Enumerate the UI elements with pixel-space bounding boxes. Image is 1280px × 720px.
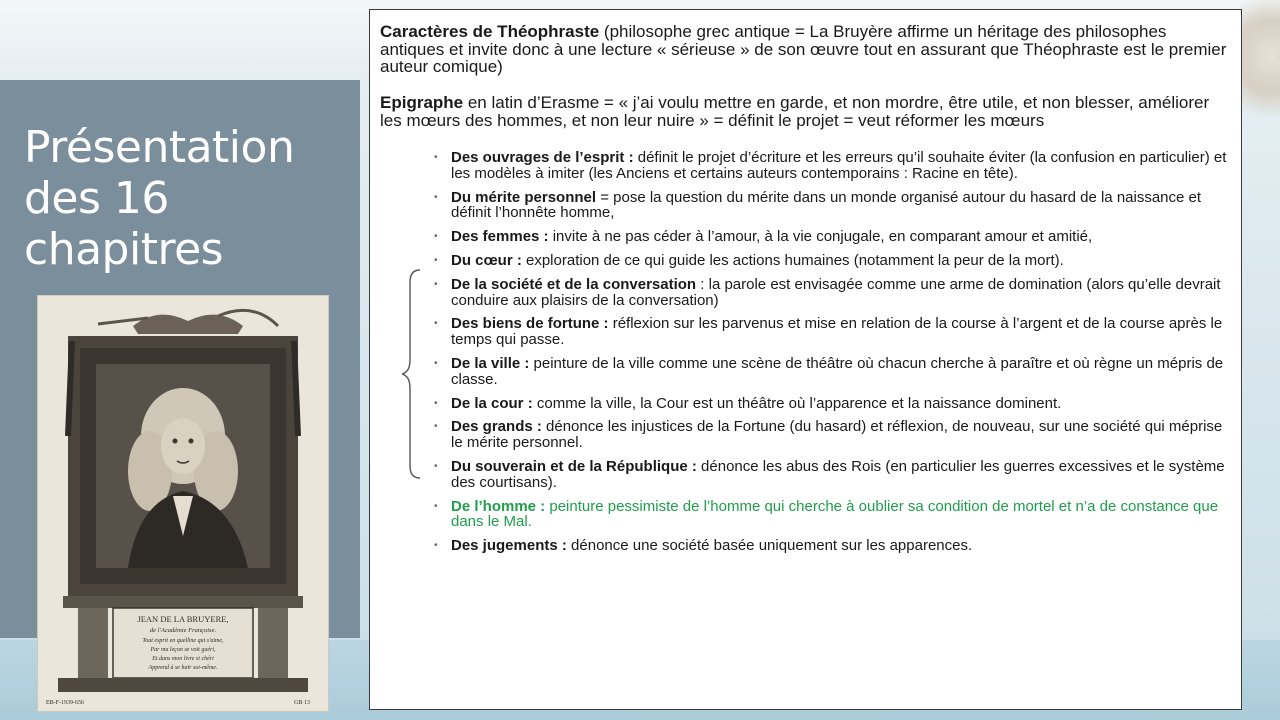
chapter-description: réflexion sur les parvenus et mise en relation de la course à l’argent et de la course après le temps qui passe.: [451, 315, 1223, 349]
bullet-icon: •: [434, 191, 438, 203]
engraving-illustration: [38, 296, 328, 711]
chapter-title: Des grands :: [451, 418, 542, 436]
list-item: [432, 277, 1232, 309]
list-item: [432, 150, 1232, 182]
plaque-subtitle: de l'Académie Françoise.: [149, 627, 217, 634]
chapter-description: invite à ne pas céder à l’amour, à la vie conjugale, en comparant amour et amitié,: [548, 228, 1093, 246]
chapter-description: définit le projet d’écriture et les erreurs qu’il souhaite éviter (la confusion en particulier) et les modèles à imiter (les Anciens et certains auteurs contemporains : Racine en tête).: [451, 149, 1227, 182]
bullet-icon: •: [434, 278, 438, 290]
list-item: [432, 190, 1232, 222]
slide-title: Présentation des 16 chapitres: [24, 122, 295, 275]
bullet-icon: •: [434, 254, 438, 266]
list-item: [432, 396, 1232, 412]
intro-paragraph-theophraste: [380, 23, 1230, 76]
chapter-description: dénonce les injustices de la Fortune (du hasard) et réflexion, de nouveau, sur une société qui méprise le mérite personnel.: [451, 418, 1223, 452]
bullet-icon: •: [434, 421, 438, 433]
list-item: [432, 419, 1232, 451]
list-item: [432, 538, 1232, 554]
chapter-description: dénonce les abus des Rois (en particulier les guerres excessives et le système des courtisans).: [451, 457, 1225, 491]
chapter-title: Des jugements :: [451, 537, 567, 555]
chapter-description: dénonce une société basée uniquement sur les apparences.: [566, 537, 973, 555]
chapter-title: De la cour :: [451, 394, 533, 412]
intro-text: (philosophe grec antique = La Bruyère affirme un héritage des philosophes antiques et invite donc à une lecture « sérieuse » de son œuvre tout en assurant que Théophraste est le premier auteur comique): [380, 22, 1227, 76]
plaque-name: JEAN DE LA BRUYERE,: [137, 614, 229, 624]
caption-right: GB 13: [294, 700, 310, 706]
list-item-highlighted: [432, 499, 1232, 531]
list-item: [432, 253, 1232, 269]
chapter-description: comme la ville, la Cour est un théâtre où l’apparence et la naissance dominent.: [532, 394, 1062, 412]
intro-text: en latin d’Erasme = « j’ai voulu mettre en garde, et non mordre, être utile, et non blesser, améliorer les mœurs des hommes, et non leur nuire » = définit le projet = veut réformer les mœurs: [380, 93, 1210, 130]
decorative-corner: [1240, 0, 1280, 140]
chapter-title: De la société et de la conversation: [451, 275, 697, 293]
bullet-icon: •: [434, 231, 438, 243]
chapter-title: De l’homme :: [451, 497, 546, 515]
plaque-line: Et dans mon livre si chéri: [152, 656, 214, 662]
chapter-description: peinture de la ville comme une scène de théâtre où chacun cherche à paraître et où règne un mépris de classe.: [451, 354, 1224, 388]
intro-heading: Caractères de Théophraste: [380, 22, 600, 41]
list-item: [432, 316, 1232, 348]
chapter-description: = pose la question du mérite dans un monde organisé autour du hasard de la naissance et définit l’honnête homme,: [451, 188, 1202, 222]
chapter-title: De la ville :: [451, 354, 530, 372]
chapter-description: peinture pessimiste de l’homme qui cherche à oublier sa condition de mortel et n’a de constance que dans le Mal.: [451, 497, 1219, 531]
intro-heading: Epigraphe: [380, 93, 464, 112]
list-item: [432, 356, 1232, 388]
curly-brace: [402, 268, 422, 480]
portrait-engraving: [37, 295, 329, 712]
bullet-icon: •: [434, 500, 438, 512]
chapter-title: Du cœur :: [451, 251, 522, 269]
plaque-line: Par ma leçon se voit guéri,: [150, 647, 216, 653]
list-item: [432, 229, 1232, 245]
bullet-icon: •: [434, 540, 438, 552]
bullet-icon: •: [434, 397, 438, 409]
plaque-line: Tout esprit en quelline qui s'aime,: [142, 638, 224, 644]
bullet-icon: •: [434, 152, 438, 163]
bullet-icon: •: [434, 318, 438, 330]
plaque-line: Apprend à se haïr soi-même.: [148, 665, 218, 671]
chapter-description: exploration de ce qui guide les actions humaines (notamment la peur de la mort).: [521, 251, 1064, 269]
list-item: [432, 459, 1232, 491]
chapter-list: [432, 150, 1232, 562]
chapter-title: Des ouvrages de l’esprit :: [451, 149, 634, 166]
chapter-title: Du mérite personnel: [451, 188, 597, 206]
chapter-title: Des biens de fortune :: [451, 315, 609, 333]
caption-left: EB-F-1939-656: [46, 700, 84, 706]
chapter-title: Des femmes :: [451, 228, 549, 246]
intro-paragraph-epigraphe: [380, 94, 1230, 129]
bullet-icon: •: [434, 357, 438, 369]
bullet-icon: •: [434, 460, 438, 472]
content-box: [369, 9, 1242, 710]
chapter-title: Du souverain et de la République :: [451, 457, 697, 475]
chapter-description: : la parole est envisagée comme une arme de domination (alors qu’elle devrait conduire aux plaisirs de la conversation): [451, 275, 1221, 309]
